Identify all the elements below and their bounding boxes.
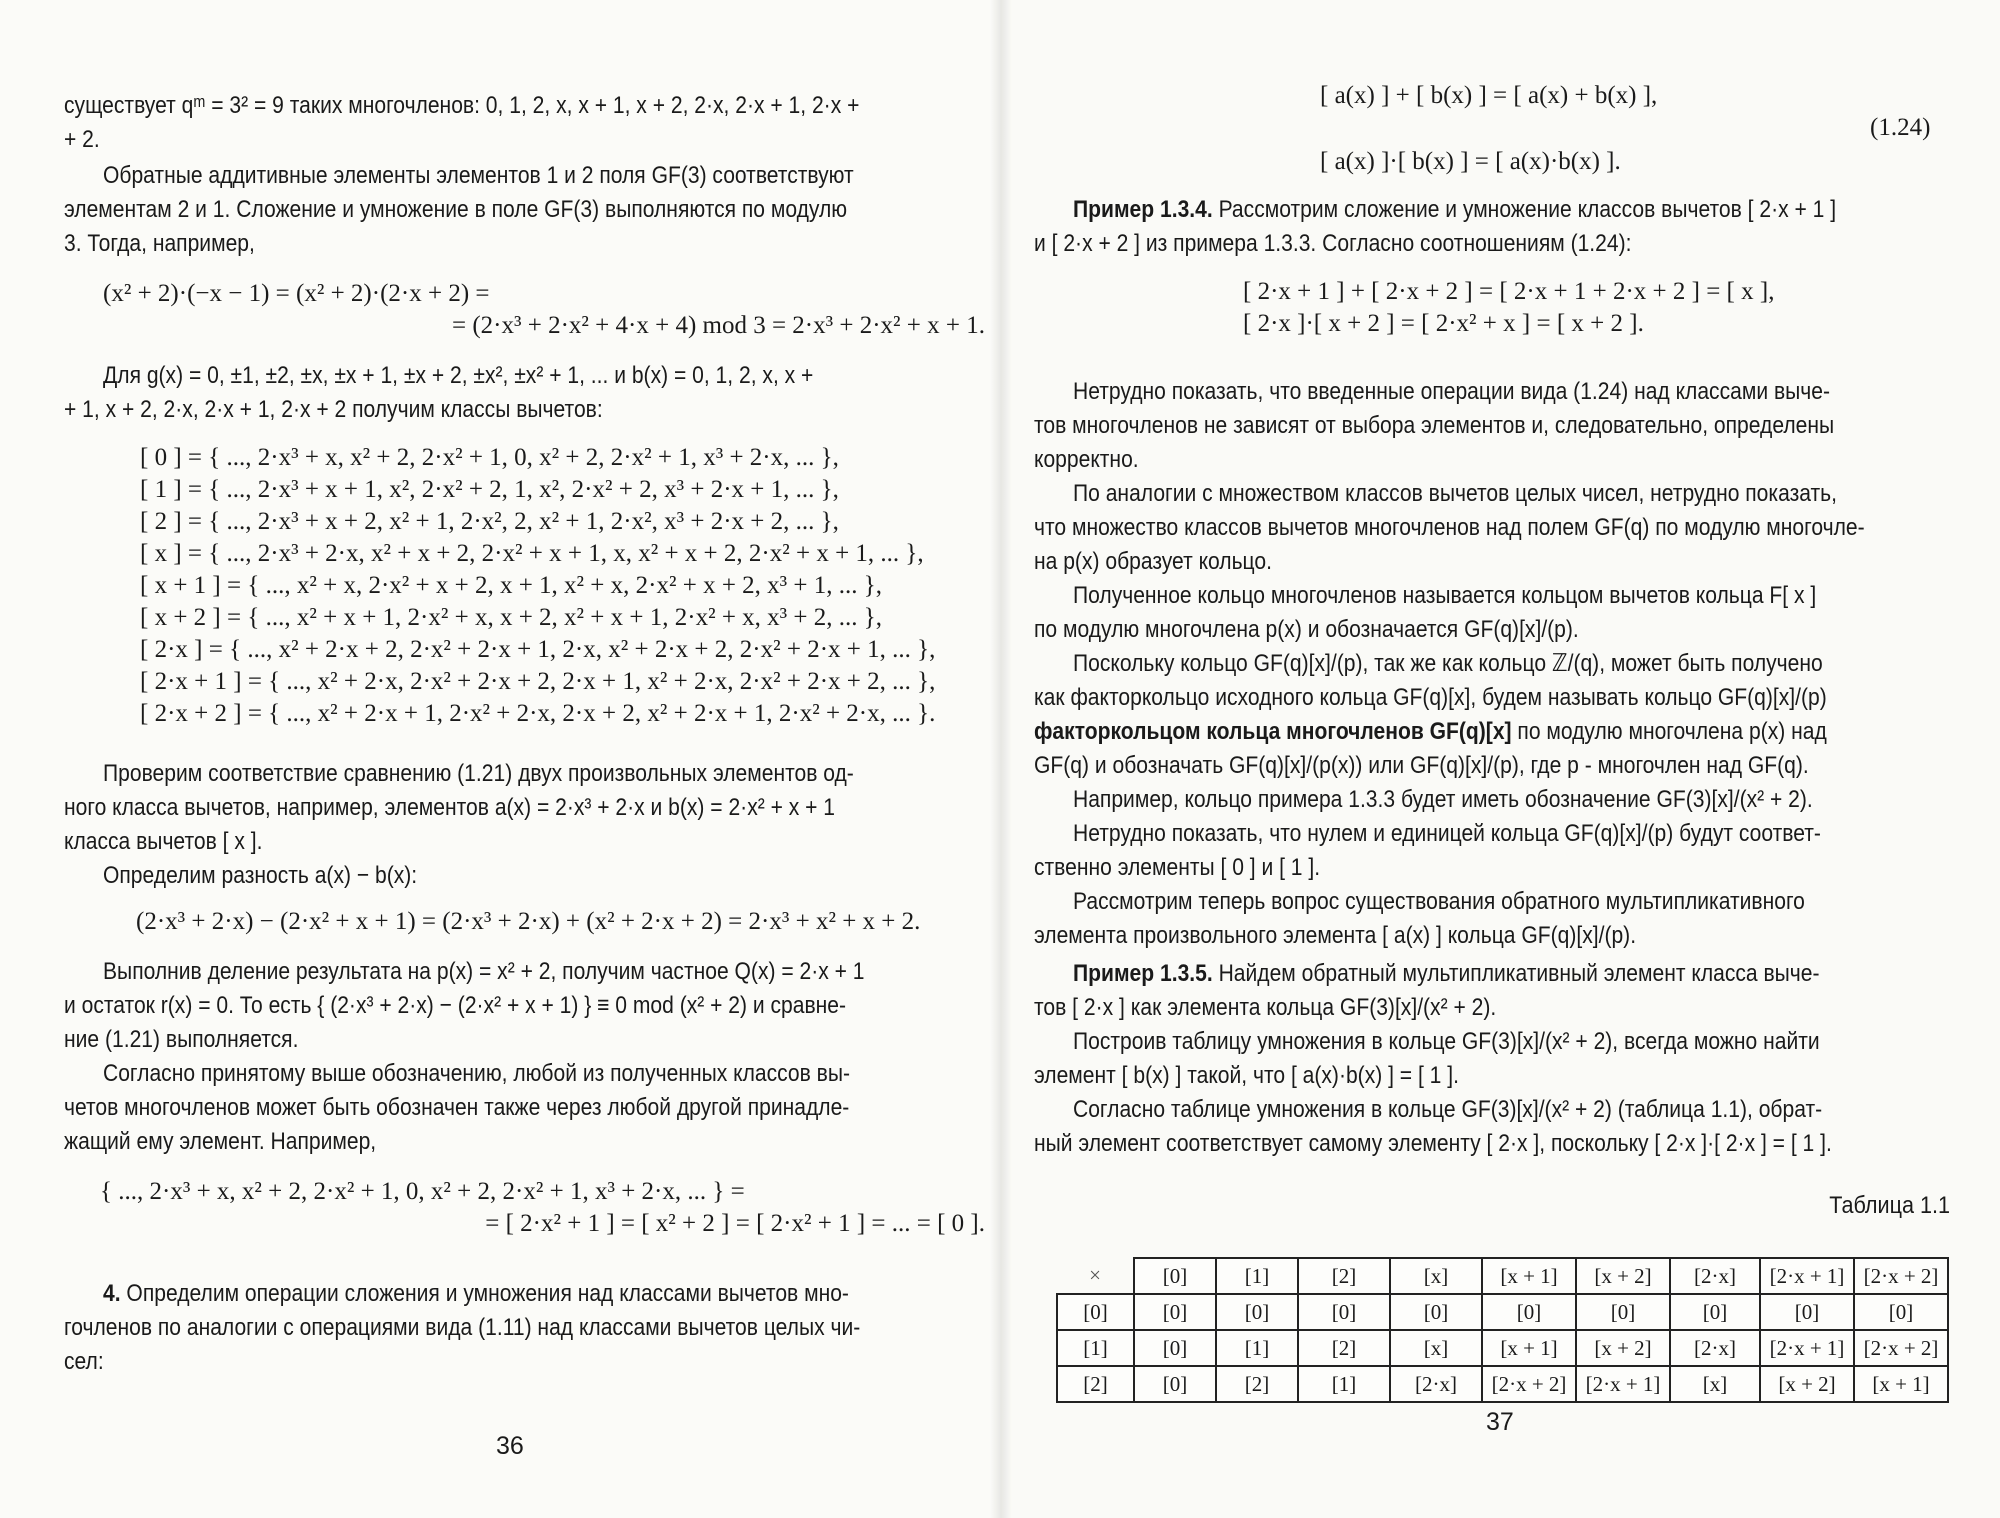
table-cell: [1] — [1216, 1330, 1298, 1366]
right-line-17-text: по модулю многочлена p(x) над — [1517, 718, 1827, 745]
left-line-4: элементам 2 и 1. Сложение и умножение в поле GF(3) выполняются по модулю — [64, 196, 848, 223]
left-eq-3a: { ..., 2·x³ + x, x² + 2, 2·x² + 1, 0, x² + 2, 2·x² + 1, x³ + 2·x, ... } = — [100, 1178, 745, 1205]
table-cell: [2·x] — [1670, 1330, 1760, 1366]
item-number: 4. — [103, 1280, 121, 1307]
equation-number: (1.24) — [1870, 114, 1931, 141]
residue-class-x: [ x ] = { ..., 2·x³ + 2·x, x² + x + 2, 2·x² + x + 1, x, x² + x + 2, 2·x² + x + 1, ... }, — [140, 540, 924, 567]
left-line-2: + 2. — [64, 126, 100, 153]
table-row-label: [1] — [1057, 1330, 1134, 1366]
right-line-29: ный элемент соответствует самому элементу [ 2·x ], поскольку [ 2·x ]·[ 2·x ] = [ 1 ]. — [1034, 1130, 1832, 1157]
table-cell: [0] — [1134, 1366, 1216, 1402]
table-header-cell: [2·x] — [1670, 1258, 1760, 1294]
left-eq-3b: = [ 2·x² + 1 ] = [ x² + 2 ] = [ 2·x² + 1 ] = ... = [ 0 ]. — [485, 1210, 985, 1237]
right-line-24-text: Найдем обратный мультипликативный элемент класса выче- — [1218, 960, 1820, 987]
example-4-label: Пример 1.3.4. — [1073, 196, 1213, 223]
table-cell: [x + 2] — [1576, 1330, 1670, 1366]
table-cell: [0] — [1670, 1294, 1760, 1330]
residue-class-2x2: [ 2·x + 2 ] = { ..., x² + 2·x + 1, 2·x² + 2·x, 2·x + 2, x² + 2·x + 1, 2·x² + 2·x, ... }. — [140, 700, 936, 727]
left-page-number: 36 — [496, 1432, 524, 1460]
table-cell: [2·x + 2] — [1854, 1330, 1948, 1366]
right-line-14: по модулю многочлена p(x) и обозначается GF(q)[x]/(p). — [1034, 616, 1579, 643]
right-page-number: 37 — [1486, 1408, 1514, 1436]
left-line-1: существует qᵐ = 3² = 9 таких многочленов: 0, 1, 2, x, x + 1, x + 2, 2·x, 2·x + 1, 2·x + — [64, 92, 860, 119]
right-line-7: Нетрудно показать, что введенные операции вида (1.24) над классами выче- — [1073, 378, 1831, 405]
table-row — [1057, 1294, 1948, 1330]
left-line-22: Определим разность a(x) − b(x): — [103, 862, 418, 889]
residue-class-2x1: [ 2·x + 1 ] = { ..., x² + 2·x, 2·x² + 2·x + 2, 2·x + 1, x² + 2·x, 2·x² + 2·x + 2, ... }, — [140, 668, 936, 695]
table-cell: [2] — [1216, 1366, 1298, 1402]
right-line-24 — [1073, 958, 1820, 990]
table-header-cell: [x + 2] — [1576, 1258, 1670, 1294]
right-line-4: и [ 2·x + 2 ] из примера 1.3.3. Согласно соотношениям (1.24): — [1034, 230, 1632, 257]
table-cell: [0] — [1576, 1294, 1670, 1330]
right-eq-2a: [ 2·x + 1 ] + [ 2·x + 2 ] = [ 2·x + 1 + 2·x + 2 ] = [ x ], — [1243, 278, 1775, 305]
left-line-28: четов многочленов может быть обозначен также через любой другой принадле- — [64, 1094, 850, 1121]
table-cell: [2·x + 1] — [1760, 1330, 1854, 1366]
table-cell: [0] — [1134, 1294, 1216, 1330]
residue-class-x1: [ x + 1 ] = { ..., x² + x, 2·x² + x + 2, x + 1, x² + x, 2·x² + x + 2, x³ + 1, ... }, — [140, 572, 883, 599]
right-line-11: что множество классов вычетов многочленов над полем GF(q) по модулю многочле- — [1034, 514, 1865, 541]
table-header-cell: [0] — [1134, 1258, 1216, 1294]
right-line-18: GF(q) и обозначать GF(q)[x]/(p(x)) или GF(q)[x]/(p), где p - многочлен над GF(q). — [1034, 752, 1809, 779]
table-header-row — [1057, 1258, 1948, 1294]
left-line-32 — [103, 1278, 849, 1310]
table-cell: [0] — [1854, 1294, 1948, 1330]
right-line-17 — [1034, 716, 1827, 748]
left-line-20: ного класса вычетов, например, элементов a(x) = 2·x³ + 2·x и b(x) = 2·x² + x + 1 — [64, 794, 836, 821]
table-header-cell: [2·x + 2] — [1854, 1258, 1948, 1294]
right-line-20: Нетрудно показать, что нулем и единицей кольца GF(q)[x]/(p) будут соответ- — [1073, 820, 1821, 847]
table-cell: [x + 1] — [1854, 1366, 1948, 1402]
table-cell: [0] — [1482, 1294, 1576, 1330]
left-line-26: ние (1.21) выполняется. — [64, 1026, 299, 1053]
table-cell: [0] — [1298, 1294, 1390, 1330]
left-line-25: и остаток r(x) = 0. То есть { (2·x³ + 2·x) − (2·x² + x + 1) } ≡ 0 mod (x² + 2) и сравне- — [64, 992, 847, 1019]
residue-class-1: [ 1 ] = { ..., 2·x³ + x + 1, x², 2·x² + 2, 1, x², 2·x² + 2, x³ + 2·x + 1, ... }, — [140, 476, 839, 503]
right-line-15: Поскольку кольцо GF(q)[x]/(p), так же как кольцо ℤ/(q), может быть получено — [1073, 650, 1823, 677]
left-line-24: Выполнив деление результата на p(x) = x² + 2, получим частное Q(x) = 2·x + 1 — [103, 958, 865, 985]
table-row — [1057, 1330, 1948, 1366]
right-line-22: Рассмотрим теперь вопрос существования обратного мультипликативного — [1073, 888, 1805, 915]
right-line-27: элемент [ b(x) ] такой, что [ a(x)·b(x) ] = [ 1 ]. — [1034, 1062, 1459, 1089]
table-cell: [0] — [1216, 1294, 1298, 1330]
table-cell: [x] — [1390, 1330, 1482, 1366]
left-line-9: + 1, x + 2, 2·x, 2·x + 1, 2·x + 2 получим классы вычетов: — [64, 396, 603, 423]
residue-class-2: [ 2 ] = { ..., 2·x³ + x + 2, x² + 1, 2·x², 2, x² + 1, 2·x², x³ + 2·x + 2, ... }, — [140, 508, 839, 535]
table-header-cell: [x] — [1390, 1258, 1482, 1294]
left-line-34: сел: — [64, 1348, 104, 1375]
table-cell: [0] — [1760, 1294, 1854, 1330]
residue-class-0: [ 0 ] = { ..., 2·x³ + x, x² + 2, 2·x² + 1, 0, x² + 2, 2·x² + 1, x³ + 2·x, ... }, — [140, 444, 839, 471]
right-line-10: По аналогии с множеством классов вычетов целых чисел, нетрудно показать, — [1073, 480, 1837, 507]
book-gutter — [990, 0, 1012, 1518]
left-line-3: Обратные аддитивные элементы элементов 1 и 2 поля GF(3) соответствуют — [103, 162, 854, 189]
eq-1-24-product: [ a(x) ]·[ b(x) ] = [ a(x)·b(x) ]. — [1320, 148, 1621, 175]
right-line-8: тов многочленов не зависят от выбора элементов и, следовательно, определены — [1034, 412, 1835, 439]
right-line-19: Например, кольцо примера 1.3.3 будет иметь обозначение GF(3)[x]/(x² + 2). — [1073, 786, 1813, 813]
left-line-27: Согласно принятому выше обозначению, любой из полученных классов вы- — [103, 1060, 851, 1087]
right-line-13: Полученное кольцо многочленов называется кольцом вычетов кольца F[ x ] — [1073, 582, 1817, 609]
left-eq-1b: = (2·x³ + 2·x² + 4·x + 4) mod 3 = 2·x³ + 2·x² + x + 1. — [452, 312, 985, 339]
table-header-cell: [2·x + 1] — [1760, 1258, 1854, 1294]
left-line-21: класса вычетов [ x ]. — [64, 828, 263, 855]
right-line-16: как факторкольцо исходного кольца GF(q)[x], будем называть кольцо GF(q)[x]/(p) — [1034, 684, 1827, 711]
left-line-29: жащий ему элемент. Например, — [64, 1128, 377, 1155]
residue-class-2x: [ 2·x ] = { ..., x² + 2·x + 2, 2·x² + 2·x + 1, 2·x, x² + 2·x + 2, 2·x² + 2·x + 1, ... }, — [140, 636, 936, 663]
residue-class-x2: [ x + 2 ] = { ..., x² + x + 1, 2·x² + x, x + 2, x² + x + 1, 2·x² + x, x³ + 2, ... }, — [140, 604, 883, 631]
table-row — [1057, 1366, 1948, 1402]
eq-1-24-sum: [ a(x) ] + [ b(x) ] = [ a(x) + b(x) ], — [1320, 82, 1658, 109]
table-header-cell: [x + 1] — [1482, 1258, 1576, 1294]
right-line-3 — [1073, 194, 1836, 226]
left-line-8: Для g(x) = 0, ±1, ±2, ±x, ±x + 1, ±x + 2, ±x², ±x² + 1, ... и b(x) = 0, 1, 2, x, x + — [103, 362, 814, 389]
table-caption: Таблица 1.1 — [1829, 1192, 1950, 1219]
multiplication-table — [1056, 1257, 1949, 1403]
table-cell: [x] — [1670, 1366, 1760, 1402]
right-line-21: ственно элементы [ 0 ] и [ 1 ]. — [1034, 854, 1321, 881]
table-cell: [x + 2] — [1760, 1366, 1854, 1402]
table-cell: [2·x + 1] — [1576, 1366, 1670, 1402]
right-line-28: Согласно таблице умножения в кольце GF(3)[x]/(x² + 2) (таблица 1.1), обрат- — [1073, 1096, 1823, 1123]
right-line-26: Построив таблицу умножения в кольце GF(3)[x]/(x² + 2), всегда можно найти — [1073, 1028, 1820, 1055]
right-line-12: на p(x) образует кольцо. — [1034, 548, 1272, 575]
right-line-23: элемента произвольного элемента [ a(x) ] кольца GF(q)[x]/(p). — [1034, 922, 1637, 949]
table-header-cell: [2] — [1298, 1258, 1390, 1294]
table-cell: [0] — [1390, 1294, 1482, 1330]
left-line-32-text: Определим операции сложения и умножения над классами вычетов мно- — [126, 1280, 849, 1307]
left-line-5: 3. Тогда, например, — [64, 230, 255, 257]
right-line-3-text: Рассмотрим сложение и умножение классов вычетов [ 2·x + 1 ] — [1218, 196, 1837, 223]
left-eq-1a: (x² + 2)·(−x − 1) = (x² + 2)·(2·x + 2) = — [103, 280, 490, 307]
right-line-25: тов [ 2·x ] как элемента кольца GF(3)[x]/(x² + 2). — [1034, 994, 1497, 1021]
table-corner: × — [1057, 1258, 1134, 1294]
table-cell: [2·x + 2] — [1482, 1366, 1576, 1402]
table-cell: [2·x] — [1390, 1366, 1482, 1402]
table-cell: [0] — [1134, 1330, 1216, 1366]
right-line-9: корректно. — [1034, 446, 1139, 473]
table-cell: [x + 1] — [1482, 1330, 1576, 1366]
right-eq-2b: [ 2·x ]·[ x + 2 ] = [ 2·x² + x ] = [ x + 2 ]. — [1243, 310, 1644, 337]
example-5-label: Пример 1.3.5. — [1073, 960, 1213, 987]
table-row-label: [0] — [1057, 1294, 1134, 1330]
left-line-33: гочленов по аналогии с операциями вида (1.11) над классами вычетов целых чи- — [64, 1314, 861, 1341]
left-eq-2: (2·x³ + 2·x) − (2·x² + x + 1) = (2·x³ + 2·x) + (x² + 2·x + 2) = 2·x³ + x² + x + 2. — [136, 908, 921, 935]
left-line-19: Проверим соответствие сравнению (1.21) двух произвольных элементов од- — [103, 760, 854, 787]
table-cell: [1] — [1298, 1366, 1390, 1402]
table-cell: [2] — [1298, 1330, 1390, 1366]
table-header-cell: [1] — [1216, 1258, 1298, 1294]
factor-ring-term: факторкольцом кольца многочленов GF(q)[x] — [1034, 718, 1512, 745]
table-row-label: [2] — [1057, 1366, 1134, 1402]
